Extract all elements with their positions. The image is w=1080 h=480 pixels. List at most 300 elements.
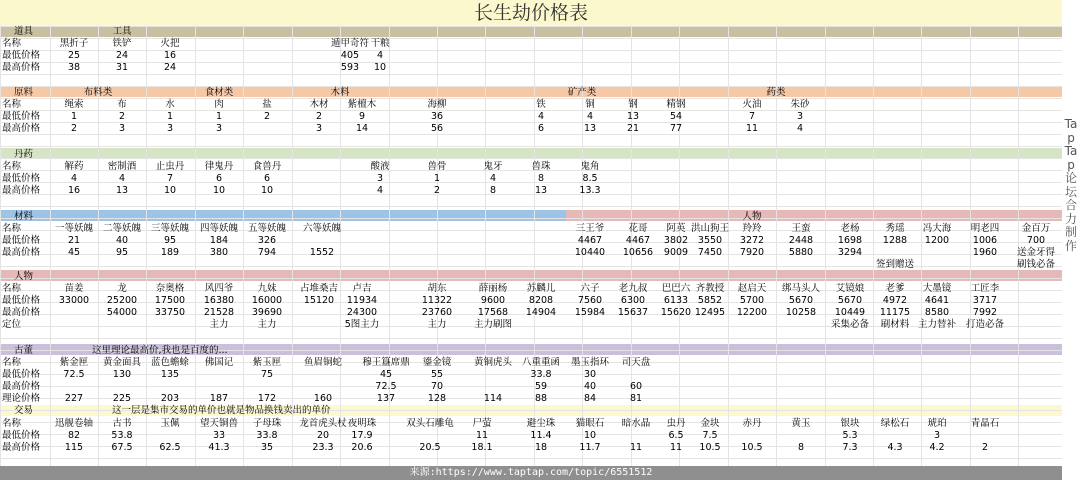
- item-max-cell: 3: [166, 123, 174, 134]
- item-name-cell: 银块: [840, 418, 860, 429]
- item-max-cell: 12495: [694, 307, 726, 318]
- item-name-cell: 干粮: [370, 38, 390, 49]
- item-min-cell: 1200: [924, 235, 950, 246]
- item-name-cell: 肉: [214, 99, 224, 110]
- item-min-cell: 13: [626, 111, 640, 122]
- item-max-cell: 24300: [346, 307, 378, 318]
- section-label-pills: 丹药: [14, 149, 34, 160]
- item-min-cell: 130: [112, 369, 132, 380]
- item-name-cell: 解药: [64, 161, 84, 172]
- row-label-name: 名称: [2, 99, 22, 110]
- item-max-cell: 18: [534, 442, 548, 453]
- item-max-cell: 3: [315, 123, 323, 134]
- item-role-cell: 刷材料: [880, 319, 910, 330]
- row-label-min: 最低价格: [2, 50, 41, 61]
- item-name-cell: 紫檀木: [347, 99, 377, 110]
- item-max-cell: 13: [534, 185, 548, 196]
- item-name-cell: 九妹: [257, 283, 277, 294]
- band-people2: [0, 270, 1062, 281]
- item-name-cell: 避尘珠: [526, 418, 556, 429]
- item-name-cell: 三王爷: [575, 223, 605, 234]
- item-max-cell: 8: [797, 442, 805, 453]
- item-max-cell: 593: [340, 62, 360, 73]
- item-name-cell: 王蛮: [791, 223, 811, 234]
- item-max-cell: 10656: [622, 247, 654, 258]
- item-name-cell: 铁: [536, 99, 546, 110]
- item-name-cell: 水: [165, 99, 175, 110]
- item-min-cell: 7560: [577, 295, 603, 306]
- item-name-cell: 金块: [700, 418, 720, 429]
- item-name-cell: 止虫丹: [155, 161, 185, 172]
- item-name-cell: 六等妖魄: [302, 223, 341, 234]
- item-max-cell: 4: [796, 123, 804, 134]
- item-min-cell: 5852: [697, 295, 723, 306]
- item-min-cell: 1698: [837, 235, 863, 246]
- note-trade: 这一层是集市交易的单价也就是物品换钱卖出的单价: [112, 405, 331, 416]
- item-min-cell: 24: [115, 50, 129, 61]
- item-min-cell: 7.5: [702, 430, 718, 441]
- item-min-cell: 11: [475, 430, 489, 441]
- group-label-food: 食材类: [204, 87, 234, 98]
- item-name-cell: 双头石雕龟: [406, 418, 454, 429]
- row-label-max: 最高价格: [2, 185, 41, 196]
- item-name-cell: 龙: [117, 283, 127, 294]
- item-min-cell: 95: [163, 235, 177, 246]
- item-max-cell: 62.5: [159, 442, 181, 453]
- item-name-cell: 明老四: [970, 223, 1000, 234]
- item-name-cell: 遁甲奇符: [330, 38, 369, 49]
- item-min-cell: 4: [586, 111, 594, 122]
- item-name-cell: 赤丹: [742, 418, 762, 429]
- item-name-cell: 艾镜娘: [835, 283, 865, 294]
- item-min-cell: 75: [260, 369, 274, 380]
- group-label-tools: 工具: [112, 26, 132, 37]
- item-name-cell: 鎏金镜: [422, 357, 452, 368]
- item-name-cell: 秀瑶: [885, 223, 905, 234]
- item-name-cell: 食兽丹: [252, 161, 282, 172]
- item-name-cell: 黑折子: [59, 38, 89, 49]
- item-max-cell: 11: [669, 442, 683, 453]
- item-max-cell: 10.5: [699, 442, 721, 453]
- item-min-cell: 20: [316, 430, 330, 441]
- item-theory-cell: 88: [534, 393, 548, 404]
- item-theory-cell: 172: [257, 393, 277, 404]
- item-min-cell: 3: [933, 430, 941, 441]
- item-extra-cell: 刷钱必备: [1016, 259, 1055, 270]
- item-max-cell: 5880: [788, 247, 814, 258]
- note-people1: 签到赠送: [875, 259, 914, 270]
- item-role-cell: 主力替补: [917, 319, 956, 330]
- item-min-cell: 3272: [739, 235, 765, 246]
- item-max-cell: 8: [489, 185, 497, 196]
- item-min-cell: 33: [212, 430, 226, 441]
- item-theory-cell: 187: [209, 393, 229, 404]
- item-name-cell: 铁铲: [112, 38, 132, 49]
- item-min-cell: 5.3: [842, 430, 858, 441]
- item-max-cell: 7450: [697, 247, 723, 258]
- item-min-cell: 7: [166, 173, 174, 184]
- item-name-cell: 铜: [585, 99, 595, 110]
- item-name-cell: 薛丽杨: [478, 283, 508, 294]
- row-label-min: 最低价格: [2, 295, 41, 306]
- item-max-cell: 2: [433, 185, 441, 196]
- item-name-cell: 酸液: [370, 161, 390, 172]
- item-max-cell: 59: [534, 381, 548, 392]
- item-name-cell: 青晶石: [970, 418, 1000, 429]
- item-name-cell: 暗水晶: [621, 418, 651, 429]
- item-max-cell: 15984: [574, 307, 606, 318]
- row-label-max: 最高价格: [2, 381, 41, 392]
- item-name-cell: 六子: [580, 283, 600, 294]
- grid-row-line: [0, 278, 1062, 279]
- row-label-name: 名称: [2, 283, 22, 294]
- item-min-cell: 3717: [972, 295, 998, 306]
- item-min-cell: 11934: [346, 295, 378, 306]
- item-name-cell: 钢: [628, 99, 638, 110]
- band-materials: [0, 86, 1062, 97]
- item-role-cell: 主力: [209, 319, 229, 330]
- item-name-cell: 绑马头人: [781, 283, 820, 294]
- item-min-cell: 4467: [577, 235, 603, 246]
- item-max-cell: 7920: [739, 247, 765, 258]
- item-min-cell: 4: [118, 173, 126, 184]
- item-theory-cell: 114: [483, 393, 503, 404]
- item-max-cell: 10: [163, 185, 177, 196]
- item-max-cell: 56: [430, 123, 444, 134]
- item-max-cell: 8580: [924, 307, 950, 318]
- item-min-cell: 3: [376, 173, 384, 184]
- item-min-cell: 33000: [58, 295, 90, 306]
- item-theory-cell: 225: [112, 393, 132, 404]
- item-max-cell: 21528: [203, 307, 235, 318]
- row-label-max: 最高价格: [2, 247, 41, 258]
- group-label-fabric: 布料类: [83, 87, 113, 98]
- item-min-cell: 7: [748, 111, 756, 122]
- vertical-watermark: TapTap论坛合力制作: [1064, 117, 1078, 253]
- item-max-cell: 95: [115, 247, 129, 258]
- item-max-cell: 380: [209, 247, 229, 258]
- item-max-cell: 4: [376, 185, 384, 196]
- item-theory-cell: 84: [583, 393, 597, 404]
- item-max-cell: 16: [67, 185, 81, 196]
- item-max-cell: 33750: [154, 307, 186, 318]
- row-label-role: 定位: [2, 319, 22, 330]
- item-min-cell: 405: [340, 50, 360, 61]
- item-min-cell: 4: [489, 173, 497, 184]
- item-name-cell: 老爹: [885, 283, 905, 294]
- item-max-cell: 18.1: [471, 442, 493, 453]
- row-label-name: 名称: [2, 418, 22, 429]
- item-name-cell: 墨玉指环: [570, 357, 609, 368]
- grid-row-line: [0, 206, 1062, 207]
- item-name-cell: 望天铜兽: [199, 418, 238, 429]
- item-max-cell: 14904: [525, 307, 557, 318]
- item-min-cell: 17.9: [351, 430, 373, 441]
- item-name-cell: 司天盘: [621, 357, 651, 368]
- item-name-cell: 猫眼石: [575, 418, 605, 429]
- row-label-theory: 理论价格: [2, 393, 41, 404]
- item-min-cell: 4: [537, 111, 545, 122]
- item-max-cell: 35: [260, 442, 274, 453]
- item-min-cell: 4467: [625, 235, 651, 246]
- item-name-cell: 海柳: [427, 99, 447, 110]
- item-name-cell: 老杨: [840, 223, 860, 234]
- item-min-cell: 3550: [697, 235, 723, 246]
- item-max-cell: 13: [115, 185, 129, 196]
- item-min-cell: 25200: [106, 295, 138, 306]
- row-label-name: 名称: [2, 38, 22, 49]
- item-max-cell: 7992: [972, 307, 998, 318]
- item-min-cell: 1: [70, 111, 78, 122]
- item-theory-cell: 137: [376, 393, 396, 404]
- item-min-cell: 16: [163, 50, 177, 61]
- item-name-cell: 子母珠: [252, 418, 282, 429]
- item-name-cell: 三等妖魄: [150, 223, 189, 234]
- item-min-cell: 3: [796, 111, 804, 122]
- item-name-cell: 阿英: [666, 223, 686, 234]
- item-role-cell: 主力: [427, 319, 447, 330]
- item-max-cell: 72.5: [375, 381, 397, 392]
- item-name-cell: 一等妖魄: [54, 223, 93, 234]
- item-min-cell: 72.5: [63, 369, 85, 380]
- item-min-cell: 8: [537, 173, 545, 184]
- item-max-cell: 67.5: [111, 442, 133, 453]
- item-min-cell: 4972: [882, 295, 908, 306]
- item-min-cell: 9: [358, 111, 366, 122]
- item-role-cell: 主力: [257, 319, 277, 330]
- item-name-cell: 占堆桑吉: [299, 283, 338, 294]
- item-name-cell: 木材: [309, 99, 329, 110]
- item-min-cell: 5700: [739, 295, 765, 306]
- item-min-cell: 3802: [663, 235, 689, 246]
- item-max-cell: 115: [64, 442, 84, 453]
- item-name-cell: 精钢: [666, 99, 686, 110]
- item-min-cell: 1288: [882, 235, 908, 246]
- item-max-cell: 9009: [663, 247, 689, 258]
- item-name-cell: 火把: [160, 38, 180, 49]
- item-min-cell: 33.8: [256, 430, 278, 441]
- item-name-cell: 八重重函: [521, 357, 560, 368]
- item-max-cell: 21: [626, 123, 640, 134]
- item-max-cell: 12200: [736, 307, 768, 318]
- item-name-cell: 胡东: [427, 283, 447, 294]
- item-min-cell: 36: [430, 111, 444, 122]
- item-name-cell: 夜明珠: [347, 418, 377, 429]
- item-name-cell: 黄玉: [791, 418, 811, 429]
- item-min-cell: 6.5: [668, 430, 684, 441]
- item-min-cell: 1006: [972, 235, 998, 246]
- item-max-cell: 17568: [477, 307, 509, 318]
- item-max-cell: 1552: [309, 247, 335, 258]
- row-label-max: 最高价格: [2, 307, 41, 318]
- item-name-cell: 朱砂: [790, 99, 810, 110]
- item-name-cell: 苗姜: [64, 283, 84, 294]
- item-min-cell: 1: [166, 111, 174, 122]
- item-name-cell: 律鬼丹: [204, 161, 234, 172]
- item-max-cell: 10440: [574, 247, 606, 258]
- item-name-cell: 黄铜虎头: [473, 357, 512, 368]
- item-name-cell: 冯大海: [922, 223, 952, 234]
- item-role-cell: 采集必备: [830, 319, 869, 330]
- item-name-cell: 洪山狗王: [690, 223, 729, 234]
- item-max-cell: 41.3: [208, 442, 230, 453]
- item-min-cell: 9600: [480, 295, 506, 306]
- item-max-cell: 10: [373, 62, 387, 73]
- item-name-cell: 金百万: [1021, 223, 1051, 234]
- item-max-cell: 13.3: [579, 185, 601, 196]
- item-min-cell: 8208: [528, 295, 554, 306]
- section-label-tools: 道具: [14, 26, 34, 37]
- row-label-max: 最高价格: [2, 123, 41, 134]
- item-max-cell: 3294: [837, 247, 863, 258]
- grid-row-line: [0, 158, 1062, 159]
- sheet-title: 长生劫价格表: [0, 0, 1062, 26]
- item-theory-cell: 203: [160, 393, 180, 404]
- item-name-cell: 苏麟儿: [526, 283, 556, 294]
- item-name-cell: 黄金面具: [102, 357, 141, 368]
- row-label-max: 最高价格: [2, 442, 41, 453]
- row-label-name: 名称: [2, 161, 22, 172]
- source-footer: 来源:https://www.taptap.com/topic/6551512: [0, 466, 1062, 480]
- item-min-cell: 6133: [663, 295, 689, 306]
- item-name-cell: 密制酒: [107, 161, 137, 172]
- item-max-cell: 11.7: [579, 442, 601, 453]
- section-label-cores: 材料: [14, 211, 34, 222]
- band-people1: [566, 210, 1062, 221]
- section-label-people2: 人物: [14, 271, 34, 282]
- item-max-cell: 1960: [972, 247, 998, 258]
- item-max-cell: 14: [355, 123, 369, 134]
- row-label-min: 最低价格: [2, 111, 41, 122]
- item-max-cell: 送金牙得: [1016, 247, 1055, 258]
- grid-row-line: [0, 458, 1062, 459]
- item-max-cell: 2: [981, 442, 989, 453]
- item-max-cell: 11: [745, 123, 759, 134]
- item-max-cell: 24: [163, 62, 177, 73]
- item-min-cell: 55: [430, 369, 444, 380]
- item-min-cell: 8.5: [582, 173, 598, 184]
- item-name-cell: 兽骨: [427, 161, 447, 172]
- grid-row-line: [0, 338, 1062, 339]
- item-name-cell: 兽珠: [531, 161, 551, 172]
- item-min-cell: 16000: [251, 295, 283, 306]
- item-min-cell: 6: [263, 173, 271, 184]
- grid-row-line: [0, 74, 1062, 75]
- item-role-cell: 主力刷图: [473, 319, 512, 330]
- item-min-cell: 326: [257, 235, 277, 246]
- item-max-cell: 10.5: [741, 442, 763, 453]
- item-min-cell: 4641: [924, 295, 950, 306]
- item-max-cell: 10: [260, 185, 274, 196]
- item-max-cell: 10449: [834, 307, 866, 318]
- item-min-cell: 1: [215, 111, 223, 122]
- item-name-cell: 古书: [112, 418, 132, 429]
- item-min-cell: 2448: [788, 235, 814, 246]
- item-max-cell: 4.2: [929, 442, 945, 453]
- item-min-cell: 2: [118, 111, 126, 122]
- item-min-cell: 135: [160, 369, 180, 380]
- item-max-cell: 77: [669, 123, 683, 134]
- item-name-cell: 齐教授: [695, 283, 725, 294]
- item-name-cell: 绳索: [64, 99, 84, 110]
- item-max-cell: 794: [257, 247, 277, 258]
- item-name-cell: 紫金匣: [59, 357, 89, 368]
- section-label-materials: 原料: [14, 87, 34, 98]
- item-name-cell: 风四爷: [204, 283, 234, 294]
- item-name-cell: 佛国记: [204, 357, 234, 368]
- item-max-cell: 70: [430, 381, 444, 392]
- item-name-cell: 卢吉: [352, 283, 372, 294]
- item-min-cell: 82: [67, 430, 81, 441]
- item-max-cell: 2: [70, 123, 78, 134]
- item-name-cell: 琥珀: [927, 418, 947, 429]
- item-max-cell: 20.5: [419, 442, 441, 453]
- item-min-cell: 2: [263, 111, 271, 122]
- item-max-cell: 23.3: [312, 442, 334, 453]
- grid-row-line: [0, 146, 1062, 147]
- item-name-cell: 奈奥格: [155, 283, 185, 294]
- item-name-cell: 二等妖魄: [102, 223, 141, 234]
- item-name-cell: 四等妖魄: [199, 223, 238, 234]
- item-min-cell: 700: [1026, 235, 1046, 246]
- item-min-cell: 16380: [203, 295, 235, 306]
- item-name-cell: 玉佩: [160, 418, 180, 429]
- item-min-cell: 6300: [620, 295, 646, 306]
- item-role-cell: 5图主力: [344, 319, 380, 330]
- row-label-min: 最低价格: [2, 173, 41, 184]
- row-label-max: 最高价格: [2, 62, 41, 73]
- item-max-cell: 7.3: [842, 442, 858, 453]
- band-cores: [0, 210, 566, 221]
- item-min-cell: 30: [583, 369, 597, 380]
- item-name-cell: 穆王簋席鼎: [362, 357, 410, 368]
- item-max-cell: 10258: [785, 307, 817, 318]
- item-min-cell: 5670: [788, 295, 814, 306]
- item-max-cell: 31: [115, 62, 129, 73]
- item-max-cell: 11175: [879, 307, 911, 318]
- item-theory-cell: 227: [64, 393, 84, 404]
- item-max-cell: 11: [629, 442, 643, 453]
- item-min-cell: 45: [379, 369, 393, 380]
- item-name-cell: 火油: [742, 99, 762, 110]
- item-name-cell: 虫丹: [666, 418, 686, 429]
- group-label-ore: 矿产类: [567, 87, 597, 98]
- row-label-min: 最低价格: [2, 369, 41, 380]
- item-name-cell: 五等妖魄: [247, 223, 286, 234]
- row-label-min: 最低价格: [2, 235, 41, 246]
- item-min-cell: 25: [67, 50, 81, 61]
- section-label-people1: 人物: [742, 211, 762, 222]
- item-min-cell: 17500: [154, 295, 186, 306]
- item-name-cell: 赵启天: [737, 283, 767, 294]
- row-label-name: 名称: [2, 223, 22, 234]
- item-name-cell: 羚羚: [742, 223, 762, 234]
- item-name-cell: 鱼眉铜蛇: [303, 357, 342, 368]
- item-min-cell: 54: [669, 111, 683, 122]
- item-min-cell: 53.8: [111, 430, 133, 441]
- item-name-cell: 迅舰卷轴: [54, 418, 93, 429]
- group-label-wood: 木料: [330, 87, 350, 98]
- item-min-cell: 4: [376, 50, 384, 61]
- row-label-name: 名称: [2, 357, 22, 368]
- item-name-cell: 紫玉匣: [252, 357, 282, 368]
- item-min-cell: 4: [70, 173, 78, 184]
- item-min-cell: 15120: [303, 295, 335, 306]
- item-min-cell: 33.8: [530, 369, 552, 380]
- item-name-cell: 大墨镜: [922, 283, 952, 294]
- item-max-cell: 40: [583, 381, 597, 392]
- row-label-min: 最低价格: [2, 430, 41, 441]
